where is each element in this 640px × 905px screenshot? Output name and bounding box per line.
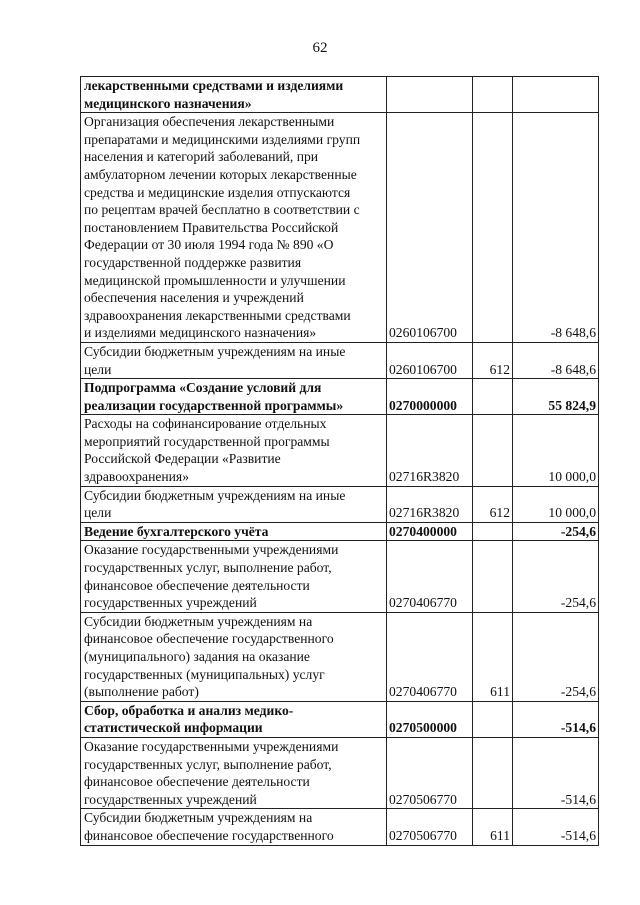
expense-type-cell	[473, 737, 513, 808]
expense-name-line: Субсидии бюджетным учреждениям на иные	[84, 343, 346, 359]
table-row	[81, 379, 599, 415]
expense-name-line: государственных учреждений	[84, 595, 257, 611]
expense-name-cell	[81, 379, 387, 415]
expense-name-line: финансовое обеспечение государственного	[84, 631, 334, 647]
table-row	[81, 809, 599, 845]
expense-name-line: государственной поддержке развития	[84, 254, 302, 270]
expense-name-line: медицинской промышленности и улучшении	[84, 272, 346, 288]
expense-name-line: препаратами и медицинскими изделиями групп	[84, 131, 361, 147]
expense-type-cell	[473, 541, 513, 612]
table-row	[81, 701, 599, 737]
expense-name-line: Сбор, обработка и анализ медико-	[84, 702, 294, 718]
expense-type-cell	[473, 379, 513, 415]
table-row	[81, 737, 599, 808]
target-article-code-cell: 02716R3820	[387, 415, 473, 486]
expense-name-line: мероприятий государственной программы	[84, 433, 330, 449]
expense-name-line: населения и категорий заболеваний, при	[84, 149, 319, 165]
expense-name-line: цели	[84, 505, 112, 521]
expense-name-line: государственных услуг, выполнение работ,	[84, 756, 332, 772]
expense-name-line: Ведение бухгалтерского учёта	[84, 523, 269, 539]
amount-cell: -514,6	[513, 701, 599, 737]
budget-table-body	[81, 77, 599, 846]
expense-name-line: лекарственными средствами и изделиями	[84, 78, 344, 93]
amount-cell: -514,6	[513, 737, 599, 808]
table-row	[81, 541, 599, 612]
expense-type-cell	[473, 415, 513, 486]
expense-name-line: здравоохранения»	[84, 469, 189, 485]
amount-cell: -8 648,6	[513, 113, 599, 343]
amount-cell: 55 824,9	[513, 379, 599, 415]
expense-name-line: Организация обеспечения лекарственными	[84, 114, 335, 130]
expense-name-line: Оказание государственными учреждениями	[84, 542, 339, 558]
amount-cell: 10 000,0	[513, 415, 599, 486]
expense-name-line: Российской Федерации «Развитие	[84, 451, 281, 467]
expense-name-cell	[81, 809, 387, 845]
target-article-code-cell: 0260106700	[387, 342, 473, 378]
expense-name-line: обеспечения населения и учреждений	[84, 290, 304, 306]
expense-type-cell	[473, 77, 513, 113]
expense-name-line: Оказание государственными учреждениями	[84, 738, 339, 754]
expense-name-line: государственных (муниципальных) услуг	[84, 666, 325, 682]
expense-name-line: Подпрограмма «Создание условий для	[84, 380, 322, 396]
expense-name-line: реализации государственной программы»	[84, 397, 344, 413]
expense-name-line: финансовое обеспечение деятельности	[84, 774, 310, 790]
expense-name-line: Субсидии бюджетным учреждениям на иные	[84, 487, 346, 503]
expense-name-line: Субсидии бюджетным учреждениям на	[84, 613, 313, 629]
target-article-code-cell: 0260106700	[387, 113, 473, 343]
table-row	[81, 342, 599, 378]
target-article-code-cell: 0270506770	[387, 737, 473, 808]
expense-name-line: государственных учреждений	[84, 791, 257, 807]
expense-name-line: Расходы на софинансирование отдельных	[84, 416, 327, 432]
expense-type-cell: 612	[473, 486, 513, 522]
budget-table	[80, 76, 599, 846]
table-row	[81, 77, 599, 113]
expense-name-line: Субсидии бюджетным учреждениям на	[84, 810, 313, 826]
expense-name-cell	[81, 77, 387, 113]
page-number: 62	[312, 40, 328, 56]
table-row	[81, 522, 599, 541]
expense-name-line: медицинского назначения»	[84, 95, 252, 111]
expense-name-line: финансовое обеспечение деятельности	[84, 577, 310, 593]
expense-name-line: по рецептам врачей бесплатно в соответствии с	[84, 202, 360, 218]
amount-cell	[513, 77, 599, 113]
expense-name-line: здравоохранения лекарственными средствами	[84, 307, 351, 323]
amount-cell: -254,6	[513, 522, 599, 541]
expense-type-cell: 611	[473, 809, 513, 845]
table-row	[81, 415, 599, 486]
target-article-code-cell: 02716R3820	[387, 486, 473, 522]
expense-name-cell	[81, 486, 387, 522]
target-article-code-cell	[387, 77, 473, 113]
expense-name-cell	[81, 342, 387, 378]
table-row	[81, 113, 599, 343]
expense-name-line: статистической информации	[84, 720, 263, 736]
expense-type-cell	[473, 113, 513, 343]
amount-cell: -514,6	[513, 809, 599, 845]
amount-cell: -254,6	[513, 612, 599, 701]
target-article-code-cell: 0270000000	[387, 379, 473, 415]
target-article-code-cell: 0270406770	[387, 541, 473, 612]
expense-type-cell: 612	[473, 342, 513, 378]
expense-name-line: государственных услуг, выполнение работ,	[84, 560, 332, 576]
expense-name-line: Федерации от 30 июля 1994 года № 890 «О	[84, 237, 334, 253]
expense-name-cell	[81, 612, 387, 701]
expense-name-cell	[81, 701, 387, 737]
expense-name-line: амбулаторном лечении которых лекарственные	[84, 166, 357, 182]
target-article-code-cell: 0270406770	[387, 612, 473, 701]
expense-name-line: постановлением Правительства Российской	[84, 219, 339, 235]
amount-cell: -8 648,6	[513, 342, 599, 378]
expense-name-line: средства и медицинские изделия отпускаются	[84, 184, 351, 200]
expense-name-line: цели	[84, 361, 112, 377]
expense-name-line: и изделиями медицинского назначения»	[84, 325, 317, 341]
expense-type-cell	[473, 522, 513, 541]
expense-name-cell	[81, 415, 387, 486]
expense-name-cell	[81, 541, 387, 612]
expense-name-cell	[81, 737, 387, 808]
expense-type-cell: 611	[473, 612, 513, 701]
expense-name-line: финансовое обеспечение государственного	[84, 827, 334, 843]
amount-cell: 10 000,0	[513, 486, 599, 522]
expense-name-line: (муниципального) задания на оказание	[84, 649, 310, 664]
target-article-code-cell: 0270400000	[387, 522, 473, 541]
table-row	[81, 486, 599, 522]
target-article-code-cell: 0270506770	[387, 809, 473, 845]
target-article-code-cell: 0270500000	[387, 701, 473, 737]
expense-name-cell	[81, 113, 387, 343]
expense-type-cell	[473, 701, 513, 737]
expense-name-line: (выполнение работ)	[84, 684, 199, 700]
table-row	[81, 612, 599, 701]
expense-name-cell	[81, 522, 387, 541]
amount-cell: -254,6	[513, 541, 599, 612]
